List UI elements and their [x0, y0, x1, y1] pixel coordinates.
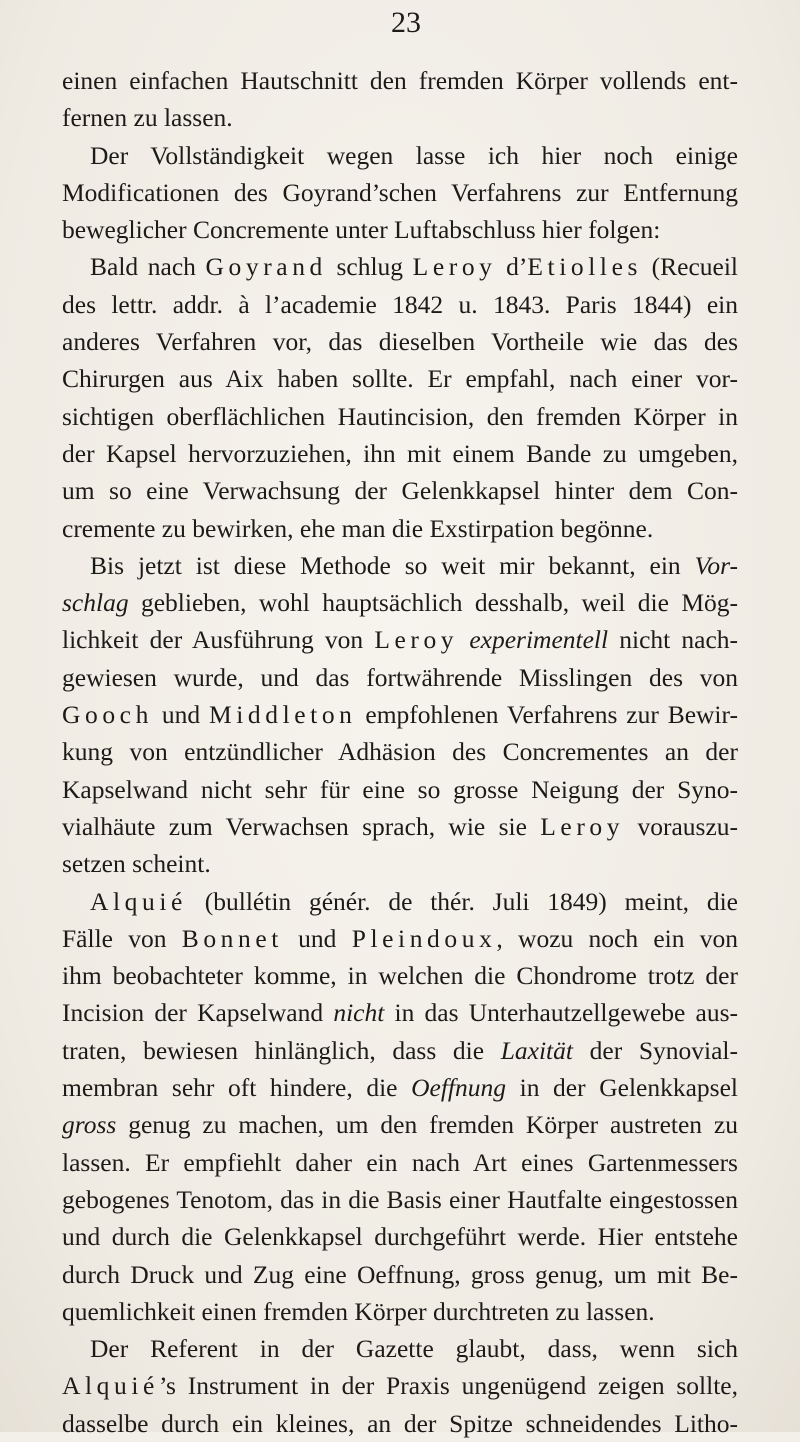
text-segment: dasselbe durch ein kleines, an der Spitze schneidendes Litho-	[62, 1408, 738, 1438]
body-text	[62, 62, 738, 1442]
text-segment: cremente zu bewirken, ehe man die Exstirpation begönne.	[62, 513, 654, 543]
text-segment: genug zu machen, um den fremden Körper austreten zu	[116, 1110, 738, 1140]
text-segment: (Recueil	[642, 252, 738, 282]
text-line	[62, 547, 738, 584]
text-line	[62, 957, 738, 994]
text-segment: Kapselwand nicht sehr für eine so grosse Neigung der Syno-	[62, 774, 738, 804]
text-segment	[458, 625, 469, 654]
text-line	[62, 920, 738, 957]
text-segment: des lettr. addr. à l’academie 1842 u. 1843. Paris 1844) ein	[62, 289, 738, 319]
text-line	[62, 1256, 738, 1293]
text-segment: (bullétin génér. de thér. Juli 1849) meint, die	[186, 886, 738, 916]
text-line	[62, 398, 738, 435]
text-line	[62, 323, 738, 360]
spaced-name: Alquié	[90, 886, 187, 916]
text-line	[62, 248, 738, 285]
text-segment: kung von entzündlicher Adhäsion des Concrementes an der	[62, 737, 738, 767]
text-segment: Der Referent in der Gazette glaubt, dass, wenn sich	[90, 1334, 738, 1364]
spaced-name: Bonnet	[181, 923, 283, 953]
text-line	[62, 435, 738, 472]
text-segment: Chirurgen aus Aix haben sollte. Er empfahl, nach einer vor-	[62, 364, 738, 394]
text-segment: vialhäute zum Verwachsen sprach, wie sie	[62, 811, 541, 841]
spaced-name: Leroy	[412, 252, 497, 282]
text-line	[62, 62, 738, 99]
text-segment: durch Druck und Zug eine Oeffnung, gross genug, um mit Be-	[62, 1259, 738, 1289]
spaced-name: Leroy	[374, 625, 459, 655]
text-line	[62, 99, 738, 136]
text-segment: d’	[496, 252, 528, 282]
italic-text: gross	[62, 1110, 117, 1140]
text-segment: fernen zu lassen.	[62, 103, 233, 133]
text-line	[62, 1106, 738, 1143]
text-line	[62, 659, 738, 696]
italic-text: experimentell	[469, 625, 609, 655]
page-number: 23	[391, 6, 421, 39]
text-line	[62, 845, 738, 882]
spaced-name: Middleton	[208, 700, 357, 730]
spaced-name: Alquié	[62, 1371, 159, 1401]
text-line	[62, 510, 738, 547]
text-line	[62, 137, 738, 174]
text-segment: beweglicher Concremente unter Luftabschluss hier folgen:	[62, 215, 661, 245]
text-line	[62, 696, 738, 733]
text-segment: ihm beobachteter komme, in welchen die Chondrome trotz der	[62, 961, 738, 991]
text-segment: traten, bewiesen hinlänglich, dass die	[62, 1035, 501, 1065]
text-segment: schlug	[326, 252, 413, 282]
text-segment: der Synovial-	[572, 1035, 739, 1065]
text-segment: und	[152, 700, 209, 730]
text-segment: empfohlenen Verfahrens zur Bewir-	[356, 700, 738, 730]
text-segment: gebogenes Tenotom, das in die Basis einer Hautfalte eingestossen	[62, 1184, 738, 1214]
text-line	[62, 1032, 738, 1069]
italic-text: Laxität	[500, 1035, 573, 1065]
italic-text: Vor-	[694, 550, 738, 580]
text-segment: und	[282, 923, 352, 953]
text-segment: in das Unterhautzellgewebe aus-	[384, 998, 738, 1028]
text-segment: Der Vollständigkeit wegen lasse ich hier noch einige	[90, 140, 738, 170]
text-segment: nicht nach-	[608, 625, 739, 655]
text-segment: Modificationen des Goyrand’schen Verfahrens zur Entfernung	[62, 177, 738, 207]
text-line	[62, 1293, 738, 1330]
text-line	[62, 733, 738, 770]
spaced-name: Leroy	[540, 811, 625, 841]
spaced-name: Goyrand	[205, 252, 327, 282]
text-line	[62, 1330, 738, 1367]
text-segment: lassen. Er empfiehlt daher ein nach Art eines Gartenmessers	[62, 1147, 738, 1177]
italic-text: nicht	[333, 998, 385, 1028]
text-segment: in der Gelenkkapsel	[506, 1073, 738, 1103]
italic-text: schlag	[62, 588, 129, 618]
text-segment: Fälle von	[62, 923, 182, 953]
text-segment: geblieben, wohl hauptsächlich desshalb, weil die Mög-	[128, 588, 738, 618]
text-segment: setzen scheint.	[62, 849, 211, 879]
text-segment: einen einfachen Hautschnitt den fremden Körper vollends ent-	[62, 66, 738, 95]
text-line	[62, 472, 738, 509]
text-segment: quemlichkeit einen fremden Körper durchtreten zu lassen.	[62, 1296, 655, 1326]
spaced-name: Gooch	[62, 700, 153, 730]
text-segment: sichtigen oberflächlichen Hautincision, den fremden Körper in	[62, 401, 738, 431]
text-line	[62, 621, 738, 658]
text-line	[62, 1405, 738, 1442]
text-segment: membran sehr oft hindere, die	[62, 1073, 412, 1103]
text-segment: der Kapsel hervorzuziehen, ihn mit einem Bande zu umgeben,	[62, 438, 738, 468]
text-line	[62, 584, 738, 621]
text-segment: gewiesen wurde, und das fortwährende Misslingen des von	[62, 662, 738, 692]
text-segment: und durch die Gelenkkapsel durchgeführt werde. Hier entstehe	[62, 1222, 738, 1252]
italic-text: Oeffnung	[411, 1073, 507, 1103]
text-segment: ’s Instrument in der Praxis ungenügend zeigen sollte,	[158, 1371, 738, 1401]
text-line	[62, 174, 738, 211]
text-segment: Incision der Kapselwand	[62, 998, 334, 1028]
text-line	[62, 211, 738, 248]
text-line	[62, 286, 738, 323]
text-segment: anderes Verfahren vor, das dieselben Vortheile wie das des	[62, 327, 738, 357]
text-segment: lichkeit der Ausführung von	[62, 625, 375, 655]
text-line	[62, 994, 738, 1031]
text-line	[62, 360, 738, 397]
text-segment: Bis jetzt ist diese Methode so weit mir bekannt, ein	[90, 550, 695, 580]
text-segment: um so eine Verwachsung der Gelenkkapsel hinter dem Con-	[62, 476, 738, 506]
text-line	[62, 771, 738, 808]
text-segment: , wozu noch ein von	[496, 923, 738, 953]
text-line	[62, 1367, 738, 1404]
text-line	[62, 1069, 738, 1106]
spaced-name: Pleindoux	[351, 923, 497, 953]
text-line	[62, 1181, 738, 1218]
text-line	[62, 1218, 738, 1255]
text-line	[62, 883, 738, 920]
text-line	[62, 808, 738, 845]
text-segment: Bald nach	[90, 252, 206, 282]
text-segment: vorauszu-	[624, 811, 739, 841]
spaced-name: Etiolles	[527, 252, 643, 282]
text-line	[62, 1144, 738, 1181]
